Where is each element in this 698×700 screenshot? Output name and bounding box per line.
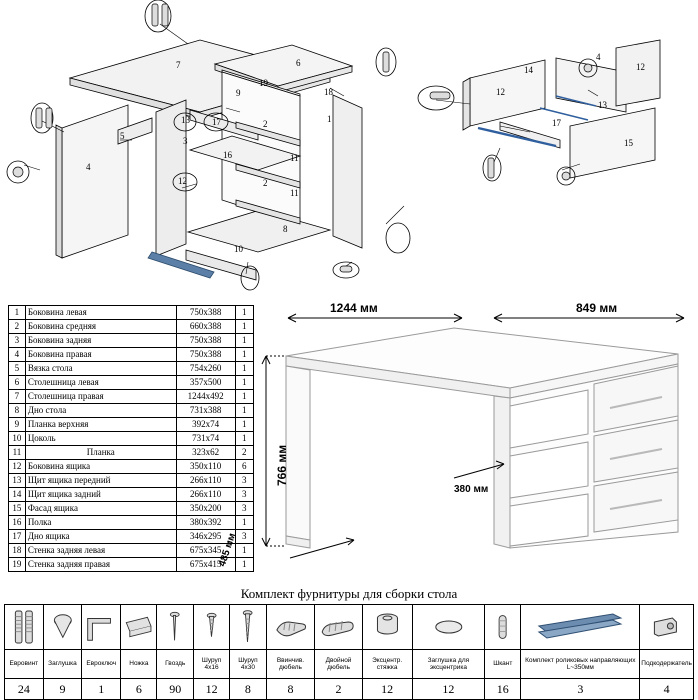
part-size: 1244х492 <box>176 390 235 404</box>
part-size: 266х110 <box>176 488 235 502</box>
part-qty: 3 <box>235 474 253 488</box>
kit-item-count: 16 <box>485 679 521 700</box>
part-size: 675х345 <box>176 544 235 558</box>
part-qty: 1 <box>235 306 253 320</box>
euro-screw-icon <box>5 605 44 650</box>
part-qty: 3 <box>235 502 253 516</box>
part-size: 323х62 <box>176 446 235 460</box>
kit-item-count: 3 <box>521 679 640 700</box>
part-name: Боковина правая <box>25 348 176 362</box>
svg-text:4: 4 <box>596 52 601 62</box>
slide-rail-icon <box>521 605 640 650</box>
part-size: 660х388 <box>176 320 235 334</box>
double-dowel-icon <box>315 605 362 650</box>
svg-text:12: 12 <box>496 87 505 97</box>
svg-text:9: 9 <box>236 88 241 98</box>
kit-item-count: 24 <box>5 679 44 700</box>
part-number: 19 <box>9 558 26 572</box>
svg-text:13: 13 <box>181 115 190 125</box>
part-qty: 3 <box>235 488 253 502</box>
hardware-kit-table <box>4 604 694 700</box>
roller-holder-icon <box>640 605 694 650</box>
kit-item-label: Шуруп 4х30 <box>230 650 266 679</box>
kit-item-count: 4 <box>640 679 694 700</box>
svg-text:17: 17 <box>552 118 561 128</box>
table-row <box>9 306 254 320</box>
kit-item-count: 8 <box>266 679 315 700</box>
screw-in-dowel-icon <box>266 605 315 650</box>
part-name: Столешница правая <box>25 390 176 404</box>
part-number: 9 <box>9 418 26 432</box>
part-name: Планка <box>25 446 176 460</box>
svg-text:18: 18 <box>324 87 333 97</box>
part-size: 346х295 <box>176 530 235 544</box>
dimensioned-desk-drawing <box>217 296 694 576</box>
dowel-icon <box>485 605 521 650</box>
svg-text:3: 3 <box>183 136 188 146</box>
part-qty: 1 <box>235 516 253 530</box>
svg-text:7: 7 <box>176 60 181 70</box>
cam-lock-icon <box>362 605 412 650</box>
table-row <box>9 516 254 530</box>
euro-key-icon <box>82 605 121 650</box>
part-number: 6 <box>9 376 26 390</box>
dimension-foot-depth: 485 мм <box>217 531 239 568</box>
kit-item-label: Евровинт <box>5 650 44 679</box>
part-name: Планка верхняя <box>25 418 176 432</box>
part-name: Фасад ящика <box>25 502 176 516</box>
desk-svg <box>217 296 694 576</box>
kit-item-label: Ножка <box>121 650 157 679</box>
dimension-depth: 849 мм <box>576 301 618 315</box>
table-row <box>9 502 254 516</box>
table-row <box>9 530 254 544</box>
part-size: 380х392 <box>176 516 235 530</box>
part-size: 350х110 <box>176 460 235 474</box>
part-name: Щит ящика задний <box>25 488 176 502</box>
parts-table-body <box>9 306 254 572</box>
part-qty: 1 <box>235 320 253 334</box>
kit-icons-row <box>5 605 694 650</box>
part-number: 10 <box>9 432 26 446</box>
table-row <box>9 404 254 418</box>
part-name: Стенка задняя левая <box>25 544 176 558</box>
part-size: 750х388 <box>176 348 235 362</box>
part-name: Боковина средняя <box>25 320 176 334</box>
part-size: 350х200 <box>176 502 235 516</box>
kit-item-label: Шкант <box>485 650 521 679</box>
part-qty: 1 <box>235 348 253 362</box>
part-size: 357х500 <box>176 376 235 390</box>
part-name: Дно стола <box>25 404 176 418</box>
part-qty: 3 <box>235 530 253 544</box>
kit-item-label: Шуруп 4х16 <box>193 650 229 679</box>
table-row <box>9 376 254 390</box>
part-name: Вязка стола <box>25 362 176 376</box>
table-row <box>9 418 254 432</box>
dimension-height: 766 мм <box>275 444 289 486</box>
dimension-side-depth: 380 мм <box>454 484 489 495</box>
svg-text:2: 2 <box>263 119 268 129</box>
dimension-width: 1244 мм <box>330 301 378 315</box>
kit-item-label: Заглушка <box>43 650 82 679</box>
svg-text:15: 15 <box>624 138 633 148</box>
part-qty: 1 <box>235 418 253 432</box>
part-qty: 1 <box>235 334 253 348</box>
part-name: Дно ящика <box>25 530 176 544</box>
kit-item-count: 1 <box>82 679 121 700</box>
part-size: 266х110 <box>176 474 235 488</box>
part-qty: 1 <box>235 432 253 446</box>
assembly-svg <box>0 0 698 295</box>
kit-item-label: Подкодержатель <box>640 650 694 679</box>
part-name: Цоколь <box>25 432 176 446</box>
cam-cap-icon <box>412 605 485 650</box>
part-qty: 1 <box>235 558 253 572</box>
kit-item-count: 12 <box>193 679 229 700</box>
svg-text:11: 11 <box>290 188 299 198</box>
kit-item-count: 2 <box>315 679 362 700</box>
kit-item-label: Гвоздь <box>157 650 193 679</box>
svg-text:17: 17 <box>212 117 221 127</box>
kit-item-label: Евроключ <box>82 650 121 679</box>
part-size: 750х388 <box>176 334 235 348</box>
part-number: 17 <box>9 530 26 544</box>
part-name: Стенка задняя правая <box>25 558 176 572</box>
part-number: 2 <box>9 320 26 334</box>
part-size: 392х74 <box>176 418 235 432</box>
svg-text:4: 4 <box>86 162 91 172</box>
table-row <box>9 334 254 348</box>
kit-item-count: 12 <box>362 679 412 700</box>
part-size: 750х388 <box>176 306 235 320</box>
svg-text:12: 12 <box>178 176 187 186</box>
table-row <box>9 348 254 362</box>
screw-4x30-icon <box>230 605 266 650</box>
nail-icon <box>157 605 193 650</box>
part-name: Боковина задняя <box>25 334 176 348</box>
cap-icon <box>43 605 82 650</box>
parts-table <box>8 305 254 572</box>
kit-item-label: Эксцентр. стяжка <box>362 650 412 679</box>
part-size: 675х415 <box>176 558 235 572</box>
svg-text:5: 5 <box>120 131 125 141</box>
kit-item-count: 8 <box>230 679 266 700</box>
kit-counts-row <box>5 679 694 700</box>
part-name: Щит ящика передний <box>25 474 176 488</box>
table-row <box>9 460 254 474</box>
part-number: 8 <box>9 404 26 418</box>
kit-labels-row <box>5 650 694 679</box>
part-number: 15 <box>9 502 26 516</box>
part-qty: 1 <box>235 376 253 390</box>
part-qty: 2 <box>235 446 253 460</box>
table-row <box>9 362 254 376</box>
svg-text:2: 2 <box>263 178 268 188</box>
table-row <box>9 488 254 502</box>
svg-text:10: 10 <box>234 244 243 254</box>
svg-text:6: 6 <box>296 58 301 68</box>
kit-item-label: Заглушка для эксцентрика <box>412 650 485 679</box>
part-name: Полка <box>25 516 176 530</box>
part-size: 731х388 <box>176 404 235 418</box>
exploded-assembly-diagram <box>0 0 698 295</box>
part-number: 1 <box>9 306 26 320</box>
part-qty: 1 <box>235 362 253 376</box>
screw-4x16-icon <box>193 605 229 650</box>
svg-text:1: 1 <box>327 114 332 124</box>
table-row <box>9 474 254 488</box>
leg-icon <box>121 605 157 650</box>
kit-item-count: 6 <box>121 679 157 700</box>
part-qty: 1 <box>235 544 253 558</box>
svg-text:11: 11 <box>290 153 299 163</box>
part-number: 4 <box>9 348 26 362</box>
svg-text:13: 13 <box>598 100 607 110</box>
table-row <box>9 320 254 334</box>
part-number: 5 <box>9 362 26 376</box>
kit-item-label: Ввинчив. дюбель <box>266 650 315 679</box>
part-number: 18 <box>9 544 26 558</box>
part-number: 7 <box>9 390 26 404</box>
part-qty: 1 <box>235 404 253 418</box>
part-number: 14 <box>9 488 26 502</box>
table-row <box>9 390 254 404</box>
table-row <box>9 544 254 558</box>
part-name: Боковина левая <box>25 306 176 320</box>
part-size: 731х74 <box>176 432 235 446</box>
part-qty: 6 <box>235 460 253 474</box>
svg-text:14: 14 <box>524 65 533 75</box>
kit-item-count: 90 <box>157 679 193 700</box>
kit-item-label: Двойной дюбель <box>315 650 362 679</box>
table-row <box>9 446 254 460</box>
svg-text:8: 8 <box>283 224 288 234</box>
part-qty: 1 <box>235 390 253 404</box>
kit-item-label: Комплект роликовых направляющих L~350мм <box>521 650 640 679</box>
svg-text:12: 12 <box>636 62 645 72</box>
table-row <box>9 432 254 446</box>
part-number: 12 <box>9 460 26 474</box>
kit-item-count: 9 <box>43 679 82 700</box>
svg-text:16: 16 <box>223 150 232 160</box>
part-number: 3 <box>9 334 26 348</box>
kit-item-count: 12 <box>412 679 485 700</box>
svg-text:19: 19 <box>259 78 268 88</box>
part-size: 754х260 <box>176 362 235 376</box>
hardware-kit-title: Комплект фурнитуры для сборки стола <box>240 586 458 601</box>
part-number: 16 <box>9 516 26 530</box>
part-number: 13 <box>9 474 26 488</box>
part-name: Боковина ящика <box>25 460 176 474</box>
part-name: Столешница левая <box>25 376 176 390</box>
part-number: 11 <box>9 446 26 460</box>
